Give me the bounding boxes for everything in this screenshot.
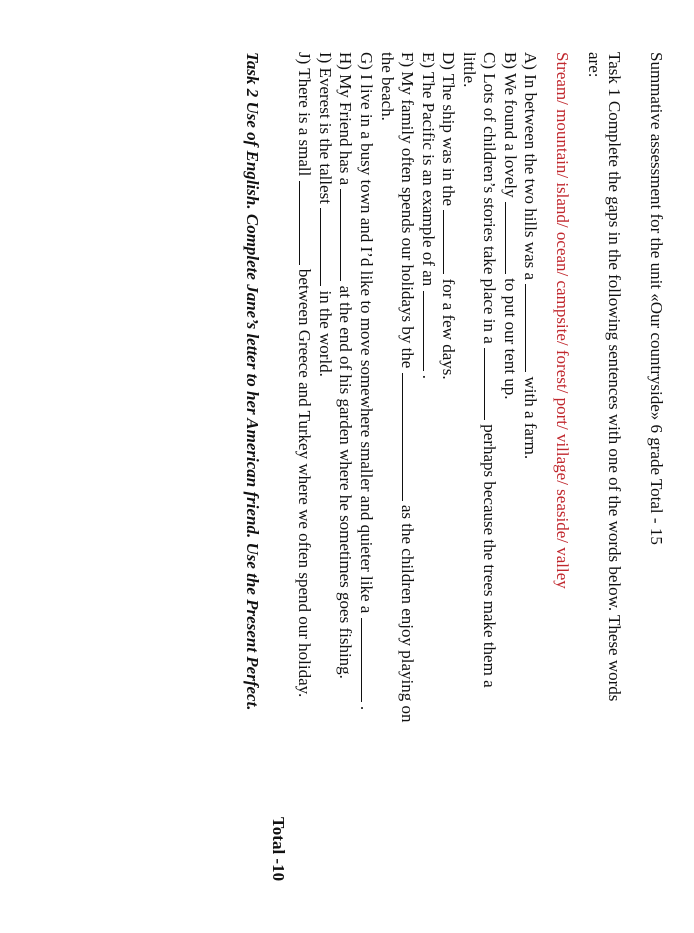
- sentence-g-end: .: [357, 705, 376, 711]
- gap-g: [361, 618, 376, 702]
- gap-j: [299, 181, 314, 265]
- task1-total: Total -10: [269, 817, 288, 882]
- sentence-d-start: D) The ship was in the: [439, 52, 458, 207]
- sentence-c: [479, 52, 499, 688]
- sentence-e-end: .: [419, 374, 438, 380]
- gap-f: [402, 373, 417, 501]
- gap-b: [505, 202, 520, 274]
- sentence-h-start: H) My Friend has a: [336, 52, 355, 186]
- sentence-j: [294, 52, 314, 697]
- task1-instruction-line2: are:: [585, 52, 604, 78]
- sentence-i-end: in the world.: [316, 290, 335, 377]
- sentence-h-end: at the end of his garden where he sometimes goes fishing.: [336, 285, 355, 679]
- sentence-g-start: G) I live in a busy town and I’d like to move somewhere smaller and quieter like a: [357, 52, 376, 614]
- sentence-b-start: B) We found a lovely: [501, 52, 520, 198]
- sentence-i-start: I) Everest is the tallest: [316, 52, 335, 205]
- gap-d: [443, 210, 458, 274]
- sentence-f-end: as the children enjoy playing on: [398, 504, 417, 723]
- sentence-a: [520, 52, 540, 459]
- sentence-f-start: F) My family often spends our holidays by the: [398, 52, 417, 369]
- sentence-c-end: perhaps because the trees make them a: [480, 424, 499, 688]
- task1-instruction-line1: Task 1 Complete the gaps in the following sentences with one of the words below. These words: [605, 52, 624, 702]
- gap-i: [320, 208, 335, 286]
- sentence-f: [397, 52, 417, 723]
- task2-heading: Task 2 Use of English. Complete Jane’s letter to her American friend. Use the Present Perfect.: [243, 52, 262, 711]
- sentence-e-start: E) The Pacific is an example of an: [419, 52, 438, 287]
- sentence-i: [315, 52, 335, 377]
- sentence-g: [356, 52, 376, 710]
- sentence-d-end: for a few days.: [439, 278, 458, 380]
- sentence-a-end: with a farm.: [521, 376, 540, 460]
- gap-a: [525, 284, 540, 372]
- sentence-f-continuation: the beach.: [378, 52, 397, 121]
- sentence-j-end: between Greece and Turkey where we often spend our holiday.: [295, 268, 314, 698]
- gap-e: [423, 291, 438, 371]
- gap-c: [484, 348, 499, 420]
- sentence-b: [500, 52, 520, 399]
- sentence-c-start: C) Lots of children’s stories take place in a: [480, 52, 499, 344]
- word-bank: Stream/ mountain/ island/ ocean/ campsite/ forest/ port/ village/ seaside/ valley: [553, 52, 572, 589]
- sentence-a-start: A) In between the two hills was a: [521, 52, 540, 281]
- sentence-d: [438, 52, 458, 380]
- sentence-b-end: to put our tent up.: [501, 278, 520, 400]
- sentence-c-continuation: little.: [460, 52, 479, 88]
- sentence-j-start: J) There is a small: [295, 52, 314, 177]
- document-title: Summative assessment for the unit «Our countryside» 6 grade Total - 15: [647, 52, 666, 545]
- gap-h: [340, 189, 355, 281]
- sentence-h: [335, 52, 355, 679]
- sentence-e: [418, 52, 438, 379]
